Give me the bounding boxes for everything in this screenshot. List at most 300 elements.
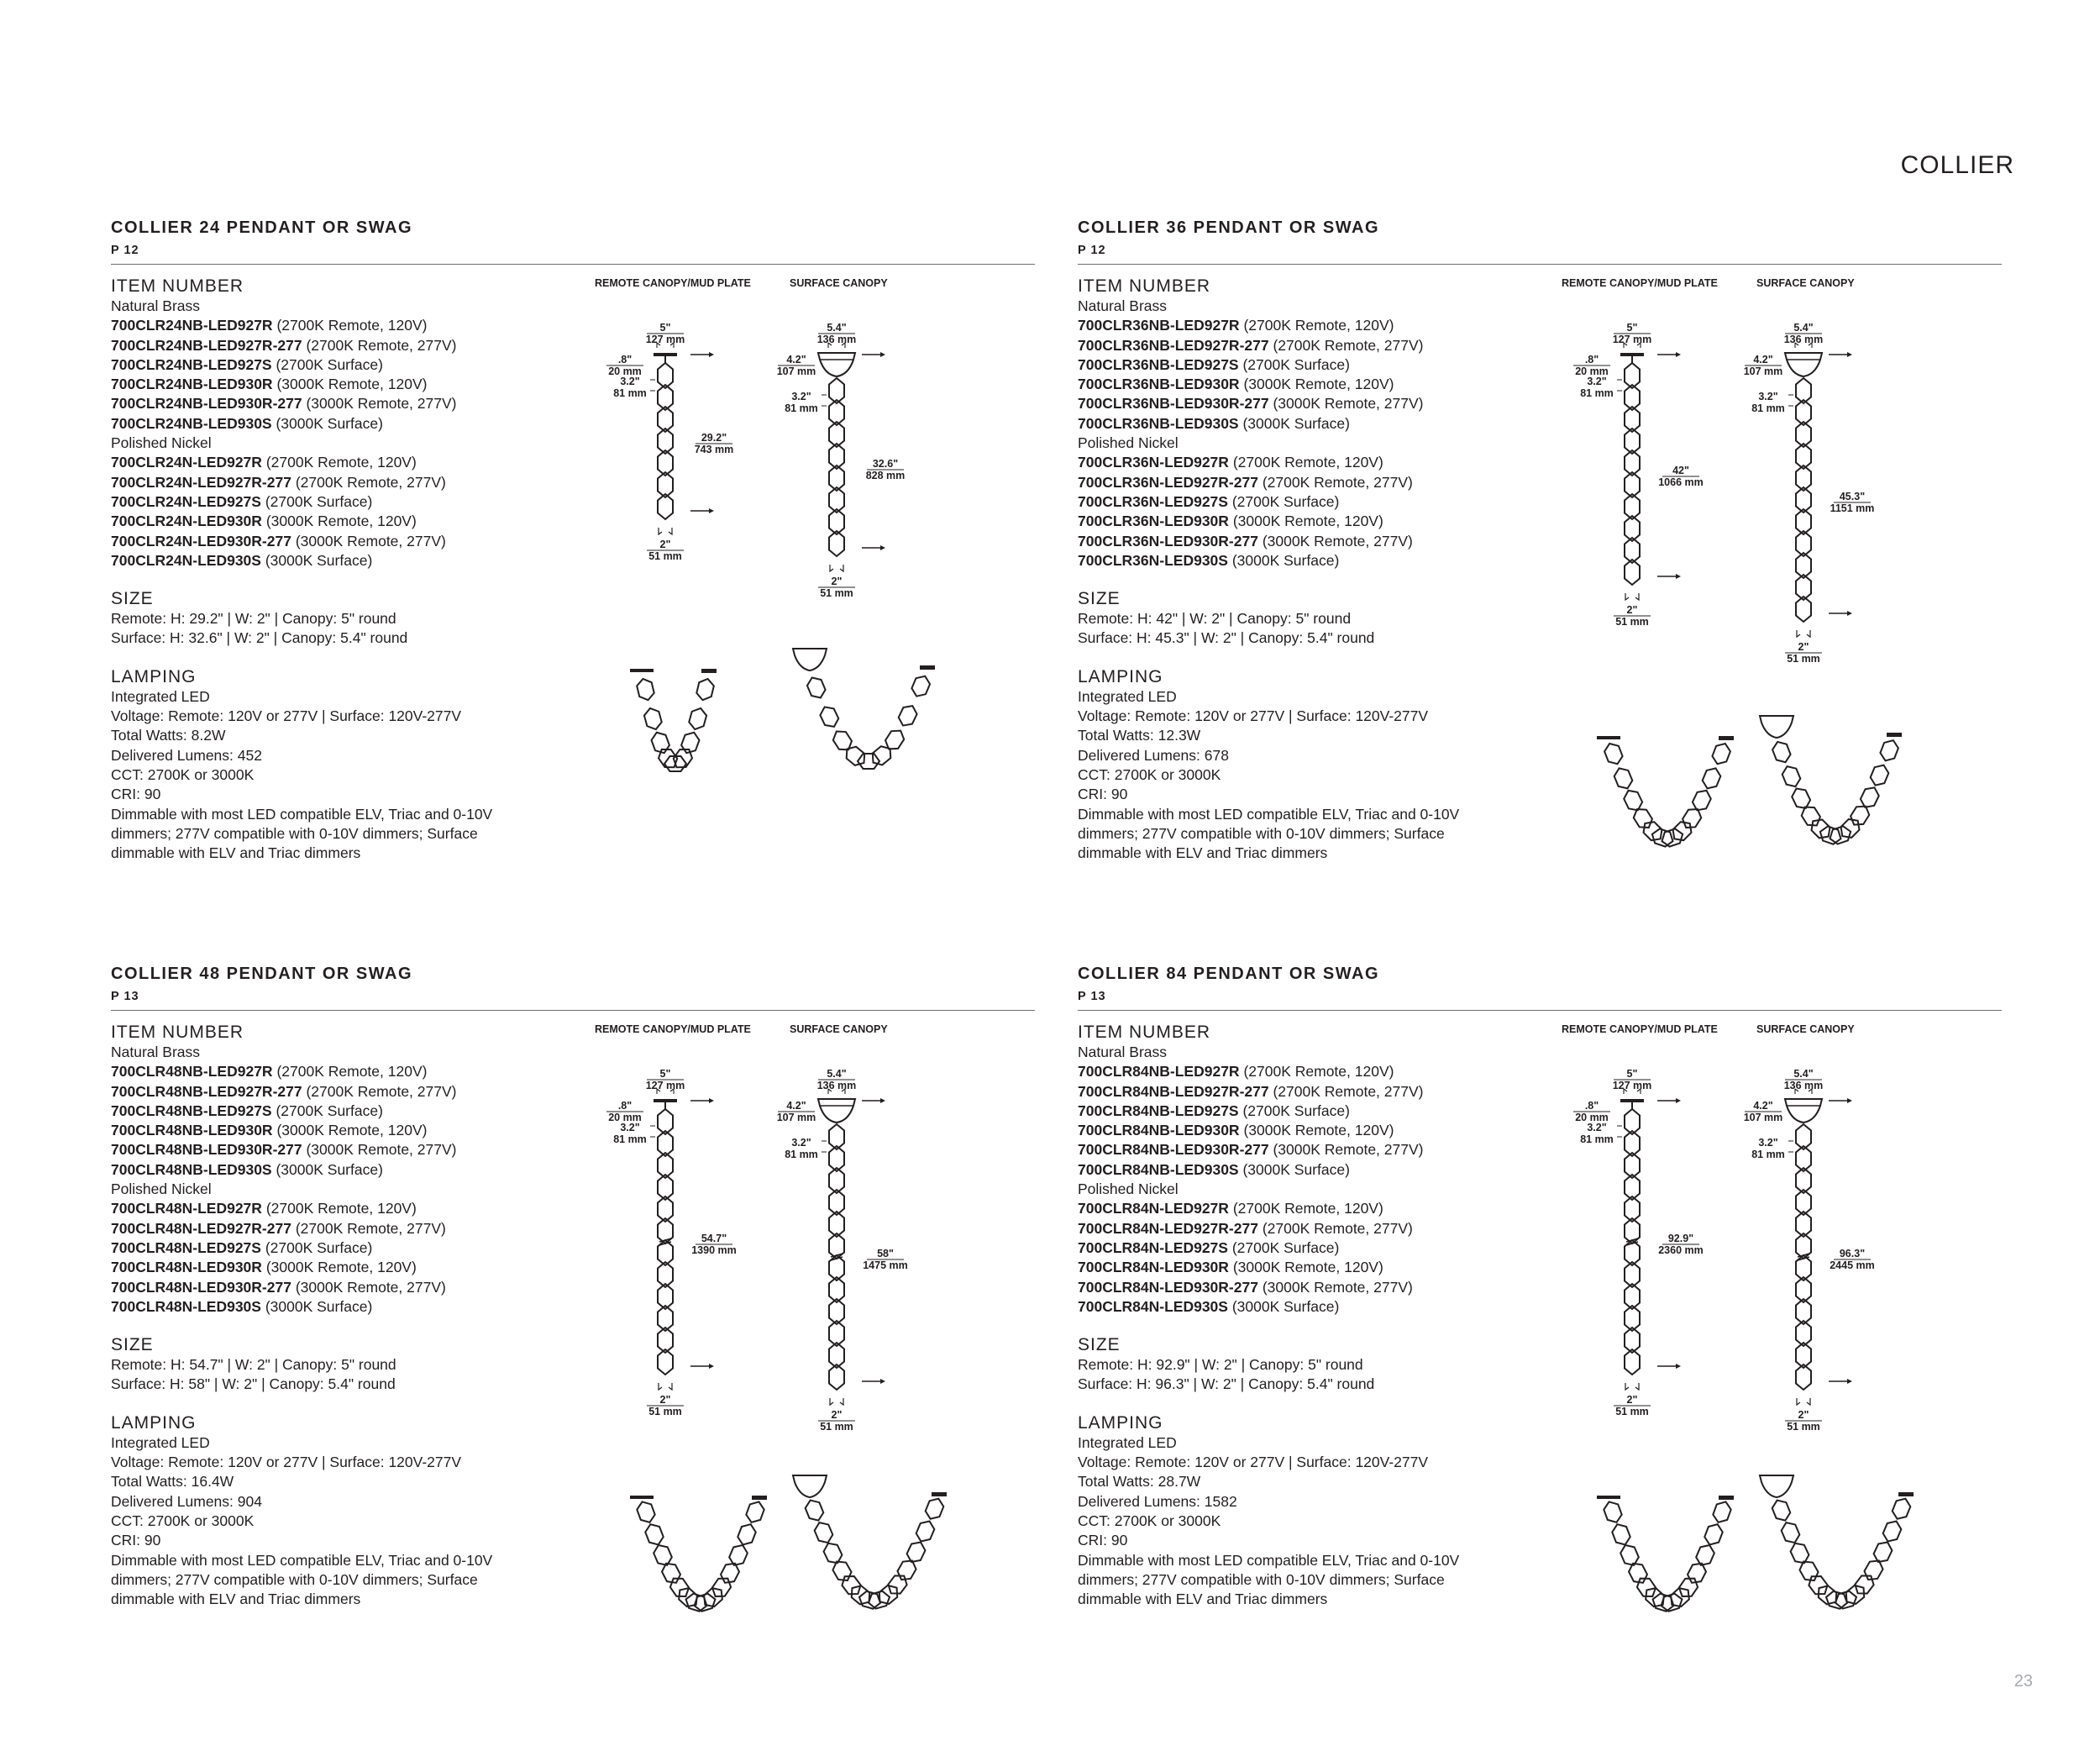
chain-link <box>818 704 841 730</box>
item-code: 700CLR48N-LED930R-277 <box>111 1278 291 1296</box>
remote-link-inches: 3.2" <box>1587 1122 1607 1133</box>
item-code: 700CLR84NB-LED930S <box>1078 1160 1239 1178</box>
lamping-line: Dimmable with most LED compatible ELV, Triac and 0-10V <box>1078 1551 1460 1569</box>
item-code: 700CLR36NB-LED930R-277 <box>1078 395 1269 413</box>
item-number-heading: ITEM NUMBER <box>1078 276 1210 296</box>
remote-plate-mm: 20 mm <box>608 1112 642 1123</box>
item-desc: (2700K Remote, 277V) <box>295 473 446 491</box>
chain-link <box>744 1499 766 1525</box>
swag-canopy <box>1760 716 1793 738</box>
remote-link-inches: 3.2" <box>1587 376 1607 387</box>
item-desc: (2700K Surface) <box>1231 1238 1340 1256</box>
item-desc: (3000K Remote, 120V) <box>1243 376 1394 393</box>
surface-canopy-inches: 5.4" <box>827 322 847 334</box>
surface-link-mm: 81 mm <box>785 1149 818 1160</box>
size-line: Remote: H: 54.7" | W: 2" | Canopy: 5" round <box>111 1356 396 1374</box>
item-code: 700CLR48NB-LED927R <box>111 1063 273 1081</box>
chain-link <box>910 673 932 699</box>
link-marker <box>822 395 827 406</box>
item-number-heading: ITEM NUMBER <box>1078 1023 1210 1042</box>
swag-link-group <box>643 707 663 732</box>
dimension-arrow <box>880 1098 885 1103</box>
item-desc: (2700K Remote, 120V) <box>276 317 428 334</box>
finish-label: Polished Nickel <box>1078 434 1179 452</box>
lamping-line: Dimmable with most LED compatible ELV, Triac and 0-10V <box>111 805 493 823</box>
swag-link-group <box>1700 765 1723 791</box>
surface-width-inches: 2" <box>1798 1409 1809 1421</box>
finish-label: Natural Brass <box>111 1044 201 1060</box>
item-desc: (3000K Surface) <box>276 1160 383 1178</box>
width-marker <box>1625 593 1639 600</box>
surface-canopy-shape <box>818 353 855 376</box>
swag-link-group <box>1868 762 1891 788</box>
item-code: 700CLR84N-LED927R-277 <box>1078 1219 1258 1237</box>
chain-link <box>869 743 895 768</box>
lamping-line: CCT: 2700K or 3000K <box>111 1512 255 1529</box>
remote-canopy-mm: 127 mm <box>645 334 685 345</box>
remote-link-mm: 81 mm <box>1580 1133 1614 1145</box>
surface-cap-inches: 4.2" <box>1753 354 1773 365</box>
remote-width-inches: 2" <box>1626 1394 1638 1406</box>
item-desc: (2700K Remote, 120V) <box>1232 454 1383 471</box>
swag-link-group <box>885 1571 910 1598</box>
item-desc: (2700K Remote, 277V) <box>1273 336 1424 354</box>
dimension-arrow <box>1847 611 1852 616</box>
width-marker <box>659 1383 672 1390</box>
item-desc: (2700K Surface) <box>1242 355 1350 373</box>
lamping-line: Delivered Lumens: 1582 <box>1078 1492 1237 1510</box>
surface-canopy-label: SURFACE CANOPY <box>1756 1023 1855 1035</box>
link-marker <box>650 1126 655 1137</box>
item-code: 700CLR84N-LED930S <box>1078 1297 1228 1315</box>
item-desc: (3000K Remote, 120V) <box>1232 513 1383 530</box>
chain-link <box>643 1522 665 1548</box>
item-desc: (2700K Remote, 120V) <box>276 1063 428 1081</box>
surface-link-mm: 81 mm <box>1751 402 1785 414</box>
item-desc: (3000K Remote, 277V) <box>1262 1278 1413 1296</box>
chain-link <box>1851 1571 1877 1598</box>
swag-link-group <box>1710 741 1732 767</box>
swag-link-group <box>1711 1499 1733 1525</box>
item-code: 700CLR24N-LED927S <box>111 492 261 510</box>
link-marker <box>1617 1126 1622 1137</box>
dimension-arrow <box>709 1364 714 1369</box>
swag-hook <box>701 669 717 673</box>
remote-link-mm: 81 mm <box>613 387 647 399</box>
swag-link-group <box>744 1499 766 1525</box>
lamping-line: Voltage: Remote: 120V or 277V | Surface: 120V-277V <box>111 707 462 725</box>
item-code: 700CLR36N-LED927S <box>1078 492 1228 510</box>
surface-canopy-mm: 136 mm <box>816 334 857 345</box>
item-desc: (2700K Remote, 277V) <box>306 336 457 354</box>
lamping-line: Voltage: Remote: 120V or 277V | Surface: 120V-277V <box>1078 707 1429 725</box>
surface-link-inches: 3.2" <box>791 1137 811 1149</box>
swag-plate <box>630 669 654 672</box>
dimension-arrow <box>1676 352 1681 357</box>
lamping-line: Total Watts: 16.4W <box>111 1473 234 1491</box>
dimension-diagram <box>1078 218 2002 941</box>
item-desc: (3000K Remote, 277V) <box>1273 395 1424 413</box>
item-number-heading: ITEM NUMBER <box>111 1023 244 1042</box>
swag-plate <box>1597 1496 1620 1499</box>
product-section <box>1078 965 2002 1687</box>
remote-plate-inches: .8" <box>1584 354 1599 365</box>
lamping-line: CRI: 90 <box>1078 786 1128 803</box>
remote-plate-inches: .8" <box>617 1100 633 1112</box>
size-heading: SIZE <box>111 589 154 609</box>
surface-cap-inches: 4.2" <box>1753 1100 1773 1112</box>
lamping-heading: LAMPING <box>111 666 197 686</box>
swag-link-group <box>910 673 932 699</box>
swag-link-group <box>914 1518 937 1544</box>
swag-link-group <box>882 727 906 754</box>
chain-link <box>1603 741 1625 767</box>
swag-link-group <box>858 754 879 769</box>
swag-link-group <box>688 707 708 732</box>
product-section <box>111 218 1035 941</box>
size-line: Remote: H: 92.9" | W: 2" | Canopy: 5" round <box>1078 1356 1363 1374</box>
item-desc: (3000K Remote, 277V) <box>1273 1141 1424 1159</box>
size-heading: SIZE <box>1078 1335 1121 1355</box>
size-line: Surface: H: 96.3" | W: 2" | Canopy: 5.4" round <box>1078 1375 1375 1393</box>
item-desc: (2700K Surface) <box>265 1238 373 1256</box>
chain-link <box>885 1571 910 1598</box>
surface-height-mm: 1475 mm <box>863 1259 908 1271</box>
surface-width-mm: 51 mm <box>1787 1421 1820 1433</box>
chain-link <box>636 677 656 702</box>
swag-hook <box>920 665 935 670</box>
item-desc: (2700K Remote, 277V) <box>306 1082 457 1100</box>
remote-canopy-label: REMOTE CANOPY/MUD PLATE <box>1562 1023 1718 1035</box>
remote-canopy-inches: 5" <box>1626 322 1638 334</box>
size-line: Remote: H: 29.2" | W: 2" | Canopy: 5" round <box>111 610 396 628</box>
surface-height-inches: 32.6" <box>872 458 899 470</box>
item-code: 700CLR84NB-LED930R <box>1078 1122 1240 1139</box>
lamping-line: Delivered Lumens: 904 <box>111 1492 262 1510</box>
surface-canopy-label: SURFACE CANOPY <box>1756 277 1855 289</box>
size-line: Surface: H: 58" | W: 2" | Canopy: 5.4" round <box>111 1375 396 1393</box>
lamping-line: Voltage: Remote: 120V or 277V | Surface: 120V-277V <box>111 1454 462 1471</box>
item-desc: (2700K Remote, 120V) <box>265 454 417 471</box>
item-code: 700CLR24NB-LED927R-277 <box>111 336 302 354</box>
lamping-line: CCT: 2700K or 3000K <box>1078 765 1221 783</box>
remote-height-mm: 1066 mm <box>1658 476 1704 488</box>
remote-height-mm: 1390 mm <box>691 1244 737 1256</box>
remote-plate-mm: 20 mm <box>1575 1112 1609 1123</box>
surface-canopy-label: SURFACE CANOPY <box>790 277 888 289</box>
size-heading: SIZE <box>1078 589 1121 609</box>
remote-plate-inches: .8" <box>617 354 633 365</box>
section-title: COLLIER 48 PENDANT OR SWAG <box>111 965 413 983</box>
swag-link-group <box>680 730 701 756</box>
section-title: COLLIER 36 PENDANT OR SWAG <box>1078 218 1380 237</box>
remote-canopy-label: REMOTE CANOPY/MUD PLATE <box>1562 277 1718 289</box>
dimension-diagram <box>111 218 1035 941</box>
remote-width-mm: 51 mm <box>1615 1406 1649 1417</box>
item-desc: (2700K Remote, 277V) <box>1262 473 1413 491</box>
surface-cap-mm: 107 mm <box>1743 365 1783 377</box>
item-desc: (3000K Surface) <box>276 414 383 432</box>
item-desc: (3000K Remote, 277V) <box>295 532 446 549</box>
item-code: 700CLR24NB-LED930S <box>111 414 272 432</box>
item-desc: (3000K Remote, 120V) <box>265 513 417 530</box>
item-code: 700CLR48NB-LED927R-277 <box>111 1082 302 1100</box>
chain-link <box>643 707 663 732</box>
item-desc: (3000K Remote, 120V) <box>276 376 428 393</box>
chain-link <box>1878 738 1900 764</box>
item-code: 700CLR84NB-LED927R-277 <box>1078 1082 1269 1100</box>
remote-plate-mm: 20 mm <box>608 365 642 377</box>
width-marker <box>1797 630 1810 637</box>
item-code: 700CLR24N-LED930R <box>111 513 262 530</box>
finish-label: Natural Brass <box>111 297 201 314</box>
item-desc: (3000K Surface) <box>265 1297 373 1315</box>
swag-link-group <box>803 1497 825 1523</box>
mud-plate-shape <box>654 353 677 356</box>
item-code: 700CLR48N-LED930S <box>111 1297 261 1315</box>
remote-canopy-inches: 5" <box>659 1068 671 1080</box>
swag-link-group <box>818 704 841 730</box>
lamping-line: Integrated LED <box>111 1433 210 1451</box>
dimension-arrow <box>1847 1379 1852 1384</box>
section-page-ref: P 12 <box>111 244 139 257</box>
finish-label: Natural Brass <box>1078 1044 1168 1060</box>
swag-link-group <box>1770 1497 1792 1523</box>
item-code: 700CLR36N-LED927R-277 <box>1078 473 1258 491</box>
dimension-arrow <box>880 352 885 357</box>
item-code: 700CLR48NB-LED930R-277 <box>111 1141 302 1159</box>
surface-cap-mm: 107 mm <box>1743 1112 1783 1123</box>
lamping-line: CRI: 90 <box>1078 1532 1128 1549</box>
surface-height-inches: 45.3" <box>1839 491 1866 502</box>
item-code: 700CLR24N-LED930R-277 <box>111 532 291 549</box>
remote-canopy-mm: 127 mm <box>645 1080 685 1091</box>
swag-canopy <box>1760 1475 1793 1497</box>
item-code: 700CLR36NB-LED927R <box>1078 317 1240 334</box>
remote-height-inches: 42" <box>1672 465 1689 476</box>
section-title: COLLIER 24 PENDANT OR SWAG <box>111 218 413 237</box>
item-code: 700CLR84NB-LED927R <box>1078 1063 1240 1081</box>
size-heading: SIZE <box>111 1335 154 1355</box>
swag-hook <box>1719 736 1734 740</box>
surface-height-mm: 828 mm <box>865 470 906 481</box>
item-code: 700CLR24N-LED927R-277 <box>111 473 291 491</box>
remote-width-mm: 51 mm <box>648 550 682 562</box>
swag-link-group <box>896 702 919 728</box>
chain-link <box>696 677 716 702</box>
item-code: 700CLR36N-LED930R <box>1078 513 1229 530</box>
item-code: 700CLR84NB-LED930R-277 <box>1078 1141 1269 1159</box>
item-code: 700CLR24NB-LED927R <box>111 317 273 334</box>
surface-link-inches: 3.2" <box>791 391 811 402</box>
remote-width-inches: 2" <box>659 1394 671 1406</box>
lamping-line: Delivered Lumens: 452 <box>111 746 262 764</box>
item-code: 700CLR48N-LED927S <box>111 1238 261 1256</box>
lamping-line: Integrated LED <box>111 687 210 705</box>
item-code: 700CLR36N-LED930R-277 <box>1078 532 1258 549</box>
lamping-line: dimmers; 277V compatible with 0-10V dimmers; Surface <box>1078 1570 1445 1588</box>
chain-link <box>1771 739 1793 765</box>
brand-title: COLLIER <box>1900 151 2014 179</box>
surface-height-mm: 1151 mm <box>1830 502 1875 514</box>
remote-plate-mm: 20 mm <box>1575 365 1609 377</box>
chain-link <box>812 1520 835 1546</box>
surface-link-inches: 3.2" <box>1758 391 1778 402</box>
item-desc: (3000K Remote, 277V) <box>295 1278 446 1296</box>
swag-link-group <box>869 743 895 768</box>
section-page-ref: P 13 <box>1078 990 1106 1003</box>
section-page-ref: P 13 <box>111 990 139 1003</box>
section-page-ref: P 12 <box>1078 244 1106 257</box>
lamping-line: CRI: 90 <box>111 1532 161 1549</box>
swag-link-group <box>1890 1496 1912 1522</box>
remote-canopy-inches: 5" <box>1626 1068 1638 1080</box>
swag-link-group <box>843 744 869 769</box>
finish-label: Polished Nickel <box>111 1180 212 1198</box>
item-code: 700CLR84N-LED927R <box>1078 1200 1229 1217</box>
item-code: 700CLR48N-LED930R <box>111 1259 262 1276</box>
swag-link-group <box>805 675 827 701</box>
item-desc: (2700K Remote, 120V) <box>265 1200 417 1217</box>
product-section <box>111 965 1035 1687</box>
item-desc: (2700K Remote, 277V) <box>1273 1082 1424 1100</box>
chain-link <box>1710 741 1732 767</box>
item-desc: (3000K Remote, 277V) <box>306 395 457 413</box>
width-marker <box>659 528 672 534</box>
lamping-line: Dimmable with most LED compatible ELV, Triac and 0-10V <box>1078 805 1460 823</box>
remote-height-mm: 743 mm <box>694 444 734 455</box>
item-desc: (2700K Remote, 120V) <box>1243 1063 1394 1081</box>
size-line: Surface: H: 45.3" | W: 2" | Canopy: 5.4" round <box>1078 629 1375 647</box>
chain-link <box>680 730 701 756</box>
swag-link-group <box>636 677 656 702</box>
swag-link-group <box>1610 1522 1632 1548</box>
surface-height-inches: 58" <box>877 1248 894 1259</box>
lamping-line: dimmable with ELV and Triac dimmers <box>111 1591 361 1608</box>
lamping-line: dimmers; 277V compatible with 0-10V dimmers; Surface <box>111 824 478 842</box>
chain-link <box>1881 1518 1903 1544</box>
link-marker <box>650 380 655 391</box>
item-desc: (3000K Remote, 120V) <box>1232 1259 1383 1276</box>
dimension-arrow <box>880 1379 885 1384</box>
item-desc: (3000K Surface) <box>1242 1160 1350 1178</box>
link-marker <box>1617 380 1622 391</box>
dimension-arrow <box>1676 1364 1681 1369</box>
item-desc: (3000K Surface) <box>1231 1297 1340 1315</box>
lamping-line: Dimmable with most LED compatible ELV, Triac and 0-10V <box>111 1551 493 1569</box>
item-desc: (2700K Surface) <box>276 1102 383 1119</box>
surface-cap-mm: 107 mm <box>776 365 816 377</box>
swag-hook <box>752 1496 767 1500</box>
lamping-heading: LAMPING <box>1078 666 1163 686</box>
remote-width-mm: 51 mm <box>1615 616 1649 628</box>
section-title: COLLIER 84 PENDANT OR SWAG <box>1078 965 1380 983</box>
lamping-line: Delivered Lumens: 678 <box>1078 746 1229 764</box>
dimension-diagram <box>111 965 1035 1687</box>
surface-canopy-shape <box>818 1099 855 1123</box>
swag-hook <box>1719 1496 1734 1500</box>
swag-link-group <box>635 1499 657 1525</box>
item-desc: (2700K Surface) <box>265 492 373 510</box>
surface-link-mm: 81 mm <box>1751 1149 1785 1160</box>
dimension-arrow <box>880 545 885 550</box>
remote-height-inches: 92.9" <box>1667 1233 1694 1244</box>
size-line: Surface: H: 32.6" | W: 2" | Canopy: 5.4" round <box>111 629 408 647</box>
item-code: 700CLR36N-LED927R <box>1078 454 1229 471</box>
swag-link-group <box>1612 765 1635 791</box>
swag-link-group <box>923 1496 945 1522</box>
item-desc: (3000K Remote, 277V) <box>306 1141 457 1159</box>
size-line: Remote: H: 42" | W: 2" | Canopy: 5" round <box>1078 610 1352 628</box>
chain-link <box>1610 1522 1632 1548</box>
surface-link-inches: 3.2" <box>1758 1137 1778 1149</box>
item-code: 700CLR36NB-LED930R <box>1078 376 1240 393</box>
finish-label: Polished Nickel <box>111 434 212 452</box>
chain-link <box>1612 765 1635 791</box>
surface-cap-inches: 4.2" <box>786 354 806 365</box>
width-marker <box>830 565 843 571</box>
swag-canopy <box>793 1475 827 1497</box>
dimension-arrow <box>1676 574 1681 579</box>
chain-link <box>1779 1520 1802 1546</box>
link-marker <box>1788 395 1793 406</box>
item-desc: (3000K Remote, 120V) <box>1243 1122 1394 1139</box>
item-code: 700CLR48NB-LED927S <box>111 1102 272 1119</box>
item-desc: (3000K Surface) <box>265 551 373 569</box>
item-desc: (3000K Remote, 277V) <box>1262 532 1413 549</box>
item-desc: (2700K Remote, 277V) <box>295 1219 446 1237</box>
item-code: 700CLR48NB-LED930R <box>111 1122 273 1139</box>
item-desc: (3000K Surface) <box>1242 414 1350 432</box>
remote-link-inches: 3.2" <box>620 376 640 387</box>
item-desc: (2700K Surface) <box>1242 1102 1350 1119</box>
item-code: 700CLR36NB-LED927S <box>1078 355 1239 373</box>
remote-link-mm: 81 mm <box>1580 387 1614 399</box>
lamping-line: dimmable with ELV and Triac dimmers <box>111 844 361 862</box>
lamping-line: Voltage: Remote: 120V or 277V | Surface: 120V-277V <box>1078 1454 1429 1471</box>
remote-height-inches: 54.7" <box>701 1233 727 1244</box>
remote-plate-inches: .8" <box>1584 1100 1599 1112</box>
swag-link-group <box>830 728 854 755</box>
chain-link <box>1602 1499 1624 1525</box>
surface-width-inches: 2" <box>831 576 843 587</box>
dimension-arrow <box>1847 352 1852 357</box>
lamping-line: Integrated LED <box>1078 687 1177 705</box>
item-desc: (3000K Remote, 120V) <box>265 1259 417 1276</box>
swag-hook <box>932 1492 947 1496</box>
item-code: 700CLR84N-LED927S <box>1078 1238 1228 1256</box>
lamping-line: Integrated LED <box>1078 1433 1177 1451</box>
remote-width-inches: 2" <box>1626 604 1638 616</box>
lamping-line: CRI: 90 <box>111 786 161 803</box>
remote-link-mm: 81 mm <box>613 1133 647 1145</box>
chain-link <box>803 1497 825 1523</box>
surface-canopy-mm: 136 mm <box>1783 1080 1824 1091</box>
swag-plate <box>1597 736 1620 739</box>
mud-plate-shape <box>1620 1099 1644 1102</box>
swag-link-group <box>1851 1571 1877 1598</box>
remote-canopy-label: REMOTE CANOPY/MUD PLATE <box>595 1023 751 1035</box>
swag-link-group <box>1602 1499 1624 1525</box>
surface-cap-mm: 107 mm <box>776 1112 816 1123</box>
dimension-arrow <box>1847 1098 1852 1103</box>
item-code: 700CLR84N-LED930R <box>1078 1259 1229 1276</box>
swag-link-group <box>1779 1520 1802 1546</box>
lamping-line: Total Watts: 28.7W <box>1078 1473 1201 1491</box>
finish-label: Natural Brass <box>1078 297 1168 314</box>
surface-link-mm: 81 mm <box>785 402 818 414</box>
swag-link-group <box>1878 738 1900 764</box>
